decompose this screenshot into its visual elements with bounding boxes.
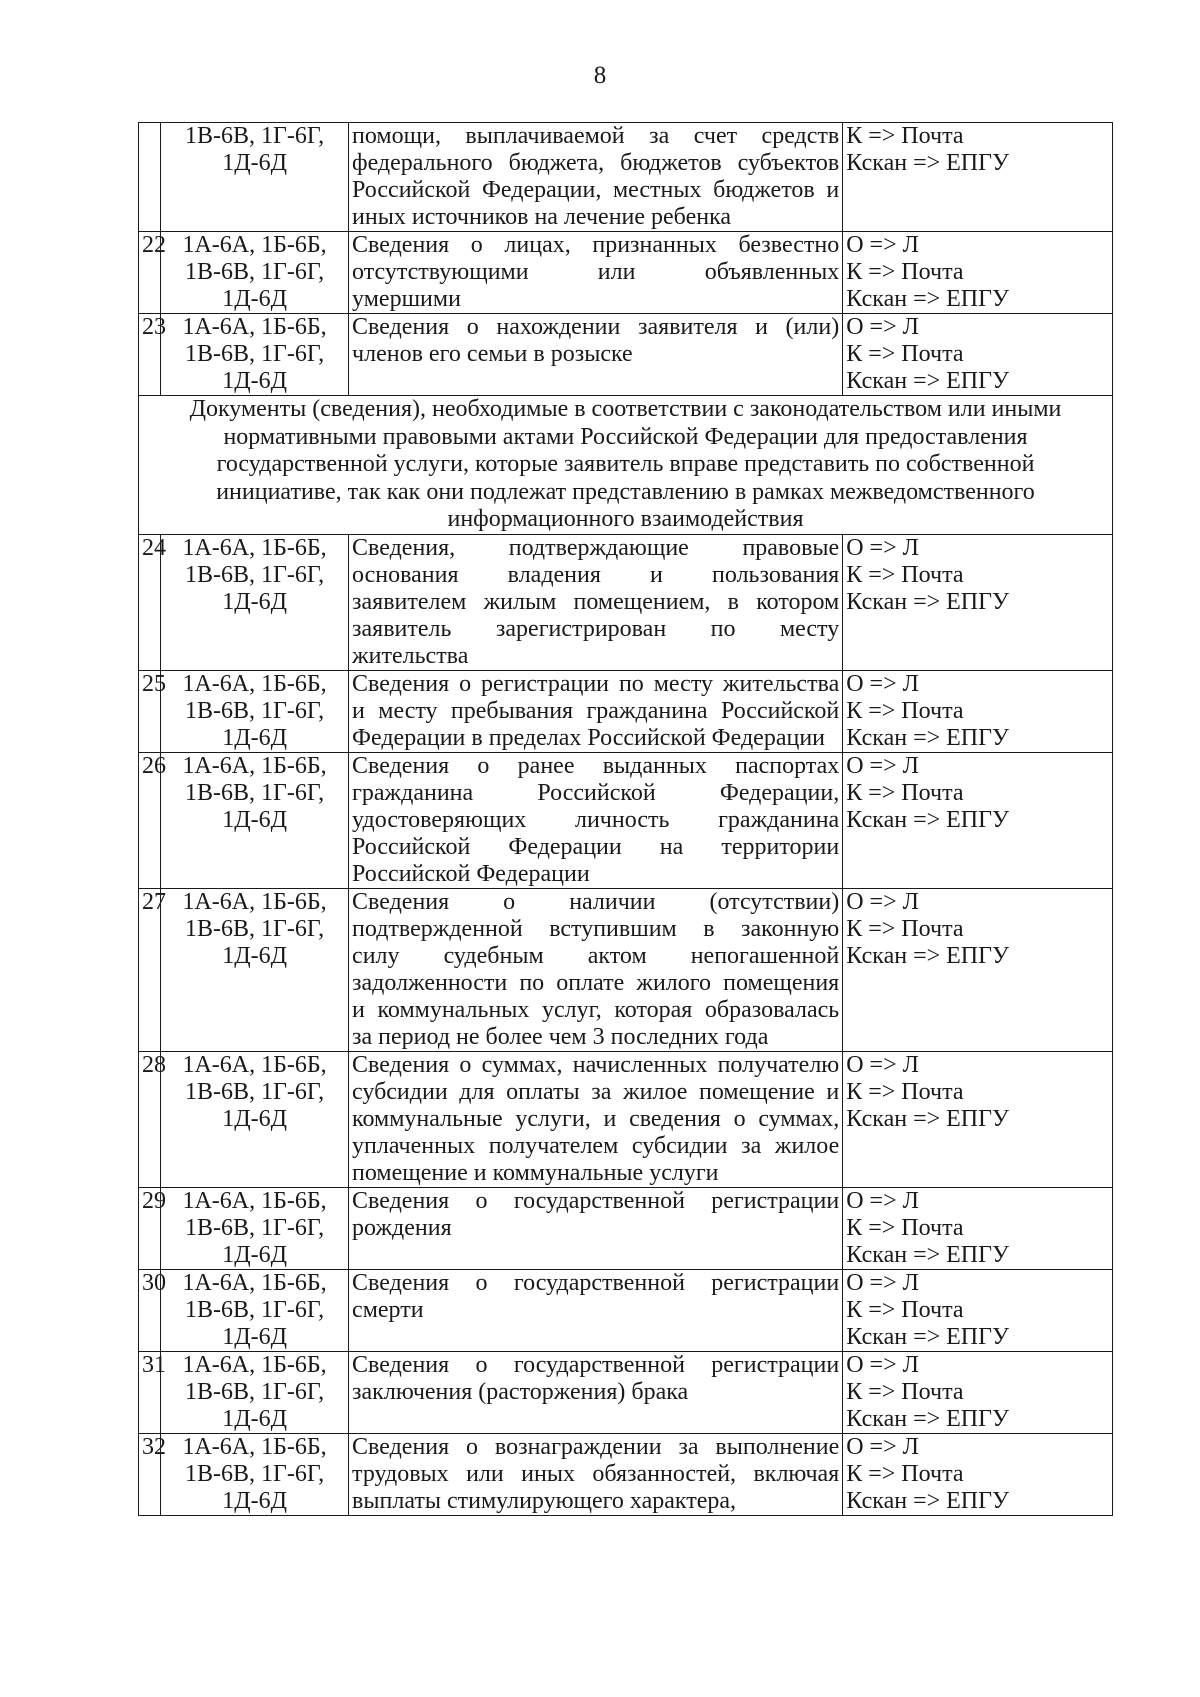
route-line: О => Л — [846, 752, 919, 779]
description-line: подтвержденной вступившим в законную — [352, 915, 840, 942]
category-line: 1Д-6Д — [222, 1487, 287, 1514]
description-line: за период не более чем 3 последних года — [352, 1023, 769, 1050]
description-line: заключения (расторжения) брака — [352, 1378, 689, 1405]
table-row — [139, 1051, 1113, 1187]
document-description — [349, 232, 843, 314]
description-line: Сведения о суммах, начисленных получателю — [352, 1051, 840, 1078]
category-line: 1Д-6Д — [222, 1105, 287, 1132]
description-line: отсутствующими или объявленных — [352, 259, 840, 285]
description-line: умершими — [352, 286, 461, 312]
route-line: Кскан => ЕПГУ — [846, 1241, 1010, 1268]
document-description — [349, 1351, 843, 1433]
submission-routes — [843, 123, 1113, 232]
category-line: 1В-6В, 1Г-6Г, — [185, 697, 325, 724]
submission-routes — [843, 1051, 1113, 1187]
section-heading-line: инициативе, так как они подлежат представлению в рамках межведомственного — [216, 478, 1035, 505]
route-line: Кскан => ЕПГУ — [846, 806, 1010, 833]
description-line: Сведения о нахождении заявителя и (или) — [352, 314, 840, 340]
description-line: Сведения о государственной регистрации — [352, 1351, 840, 1378]
category-line: 1Д-6Д — [222, 1405, 287, 1432]
category-line: 1Д-6Д — [222, 150, 287, 176]
route-line: К => Почта — [846, 561, 964, 588]
document-description — [349, 314, 843, 396]
category-line: 1А-6А, 1Б-6Б, — [182, 1433, 327, 1460]
row-number: 27 — [139, 888, 161, 1051]
section-heading-row — [139, 396, 1113, 535]
description-line: Сведения о ранее выданных паспортах — [352, 752, 840, 779]
description-line: помощи, выплачиваемой за счет средств — [352, 123, 840, 149]
description-line: заявителем жилым помещением, в котором — [352, 588, 840, 615]
category-line: 1А-6А, 1Б-6Б, — [182, 1187, 327, 1214]
route-line: Кскан => ЕПГУ — [846, 286, 1010, 312]
table-row — [139, 1433, 1113, 1515]
description-line: основания владения и пользования — [352, 561, 840, 588]
row-number: 25 — [139, 670, 161, 752]
route-line: К => Почта — [846, 1296, 964, 1323]
applicant-categories — [161, 1351, 349, 1433]
submission-routes — [843, 1433, 1113, 1515]
route-line: О => Л — [846, 1351, 919, 1378]
category-line: 1Д-6Д — [222, 724, 287, 751]
documents-table — [138, 122, 1113, 1516]
category-line: 1А-6А, 1Б-6Б, — [182, 534, 327, 561]
rows-before — [139, 123, 1113, 396]
row-number: 22 — [139, 232, 161, 314]
category-line: 1Д-6Д — [222, 1241, 287, 1268]
description-line: трудовых или иных обязанностей, включая — [352, 1460, 840, 1487]
route-line: К => Почта — [846, 1078, 964, 1105]
table-row — [139, 752, 1113, 888]
description-line: федерального бюджета, бюджетов субъектов — [352, 150, 840, 176]
route-line: О => Л — [846, 670, 919, 697]
route-line: Кскан => ЕПГУ — [846, 1105, 1010, 1132]
row-number: 32 — [139, 1433, 161, 1515]
description-line: задолженности по оплате жилого помещения — [352, 969, 840, 996]
category-line: 1В-6В, 1Г-6Г, — [185, 1460, 325, 1487]
category-line: 1В-6В, 1Г-6Г, — [185, 123, 325, 149]
section-heading-line: информационного взаимодействия — [447, 506, 804, 532]
section-heading-line: нормативными правовыми актами Российской Федерации для предоставления — [223, 423, 1028, 450]
description-line: Сведения о государственной регистрации — [352, 1269, 840, 1296]
category-line: 1А-6А, 1Б-6Б, — [182, 670, 327, 697]
submission-routes — [843, 314, 1113, 396]
category-line: 1В-6В, 1Г-6Г, — [185, 779, 325, 806]
submission-routes — [843, 1269, 1113, 1351]
description-line: Федерации в пределах Российской Федерации — [352, 724, 826, 751]
document-description — [349, 123, 843, 232]
row-number: 29 — [139, 1187, 161, 1269]
route-line: О => Л — [846, 888, 919, 915]
row-number: 30 — [139, 1269, 161, 1351]
applicant-categories — [161, 1187, 349, 1269]
document-description — [349, 534, 843, 670]
category-line: 1В-6В, 1Г-6Г, — [185, 561, 325, 588]
submission-routes — [843, 752, 1113, 888]
applicant-categories — [161, 232, 349, 314]
route-line: О => Л — [846, 1269, 919, 1296]
section-heading-line: Документы (сведения), необходимые в соответствии с законодательством или иными — [189, 396, 1062, 422]
rows-after — [139, 534, 1113, 1515]
applicant-categories — [161, 888, 349, 1051]
applicant-categories — [161, 534, 349, 670]
document-description — [349, 888, 843, 1051]
route-line: О => Л — [846, 1433, 919, 1460]
document-description — [349, 1433, 843, 1515]
row-number — [139, 123, 161, 232]
submission-routes — [843, 534, 1113, 670]
table-row — [139, 670, 1113, 752]
route-line: Кскан => ЕПГУ — [846, 1323, 1010, 1350]
document-description — [349, 1269, 843, 1351]
route-line: Кскан => ЕПГУ — [846, 368, 1010, 394]
description-line: силу судебным актом непогашенной — [352, 942, 840, 969]
submission-routes — [843, 232, 1113, 314]
route-line: К => Почта — [846, 779, 964, 806]
category-line: 1В-6В, 1Г-6Г, — [185, 1296, 325, 1323]
category-line: 1А-6А, 1Б-6Б, — [182, 888, 327, 915]
category-line: 1Д-6Д — [222, 1323, 287, 1350]
row-number: 31 — [139, 1351, 161, 1433]
description-line: и коммунальных услуг, которая образовалась — [352, 996, 840, 1023]
row-number: 23 — [139, 314, 161, 396]
category-line: 1Д-6Д — [222, 806, 287, 833]
description-line: Российской Федерации, местных бюджетов и — [352, 177, 840, 203]
category-line: 1Д-6Д — [222, 942, 287, 969]
description-line: Российской Федерации — [352, 860, 590, 887]
route-line: О => Л — [846, 314, 919, 340]
applicant-categories — [161, 123, 349, 232]
route-line: Кскан => ЕПГУ — [846, 942, 1010, 969]
route-line: О => Л — [846, 1187, 919, 1214]
category-line: 1А-6А, 1Б-6Б, — [182, 1351, 327, 1378]
route-line: К => Почта — [846, 259, 964, 285]
row-number: 28 — [139, 1051, 161, 1187]
description-line: удостоверяющих личность гражданина — [352, 806, 840, 833]
route-line: Кскан => ЕПГУ — [846, 724, 1010, 751]
document-description — [349, 1051, 843, 1187]
page-number: 8 — [593, 62, 607, 89]
category-line: 1В-6В, 1Г-6Г, — [185, 1078, 325, 1105]
route-line: К => Почта — [846, 697, 964, 724]
route-line: К => Почта — [846, 915, 964, 942]
document-description — [349, 1187, 843, 1269]
row-number: 24 — [139, 534, 161, 670]
document-description — [349, 752, 843, 888]
table-row — [139, 1351, 1113, 1433]
category-line: 1В-6В, 1Г-6Г, — [185, 259, 325, 285]
description-line: жительства — [352, 642, 469, 669]
row-number: 26 — [139, 752, 161, 888]
table-row — [139, 534, 1113, 670]
category-line: 1А-6А, 1Б-6Б, — [182, 1051, 327, 1078]
description-line: выплаты стимулирующего характера, — [352, 1487, 737, 1514]
section-heading — [139, 396, 1113, 535]
route-line: К => Почта — [846, 341, 964, 367]
table-row — [139, 1187, 1113, 1269]
category-line: 1В-6В, 1Г-6Г, — [185, 341, 325, 367]
description-line: Сведения, подтверждающие правовые — [352, 534, 840, 561]
description-line: и месту пребывания гражданина Российской — [352, 697, 840, 724]
description-line: смерти — [352, 1296, 424, 1323]
description-line: Российской Федерации на территории — [352, 833, 840, 860]
document-description — [349, 670, 843, 752]
table-row — [139, 232, 1113, 314]
description-line: коммунальные услуги, и сведения о суммах, — [352, 1105, 840, 1132]
submission-routes — [843, 1351, 1113, 1433]
applicant-categories — [161, 1433, 349, 1515]
category-line: 1А-6А, 1Б-6Б, — [182, 1269, 327, 1296]
category-line: 1В-6В, 1Г-6Г, — [185, 1214, 325, 1241]
applicant-categories — [161, 752, 349, 888]
route-line: К => Почта — [846, 1460, 964, 1487]
category-line: 1А-6А, 1Б-6Б, — [182, 232, 327, 258]
description-line: Сведения о регистрации по месту жительства — [352, 670, 840, 697]
applicant-categories — [161, 314, 349, 396]
submission-routes — [843, 670, 1113, 752]
description-line: Сведения о лицах, признанных безвестно — [352, 232, 840, 258]
route-line: Кскан => ЕПГУ — [846, 588, 1010, 615]
description-line: Сведения о вознаграждении за выполнение — [352, 1433, 840, 1460]
category-line: 1А-6А, 1Б-6Б, — [182, 314, 327, 340]
route-line: О => Л — [846, 232, 919, 258]
description-line: гражданина Российской Федерации, — [352, 779, 840, 806]
category-line: 1В-6В, 1Г-6Г, — [185, 915, 325, 942]
route-line: К => Почта — [846, 123, 964, 149]
route-line: Кскан => ЕПГУ — [846, 150, 1010, 176]
description-line: Сведения о государственной регистрации — [352, 1187, 840, 1214]
route-line: О => Л — [846, 1051, 919, 1078]
submission-routes — [843, 1187, 1113, 1269]
description-line: заявитель зарегистрирован по месту — [352, 615, 840, 642]
table-row — [139, 123, 1113, 232]
category-line: 1Д-6Д — [222, 588, 287, 615]
category-line: 1Д-6Д — [222, 286, 287, 312]
description-line: рождения — [352, 1214, 452, 1241]
route-line: К => Почта — [846, 1214, 964, 1241]
route-line: Кскан => ЕПГУ — [846, 1487, 1010, 1514]
route-line: О => Л — [846, 534, 919, 561]
table-row — [139, 888, 1113, 1051]
submission-routes — [843, 888, 1113, 1051]
section-heading-line: государственной услуги, которые заявитель вправе представить по собственной — [216, 451, 1035, 477]
table-row — [139, 314, 1113, 396]
table-row — [139, 1269, 1113, 1351]
applicant-categories — [161, 1269, 349, 1351]
description-line: помещение и коммунальные услуги — [352, 1159, 719, 1186]
route-line: К => Почта — [846, 1378, 964, 1405]
description-line: уплаченных получателем субсидии за жилое — [352, 1132, 840, 1159]
description-line: членов его семьи в розыске — [352, 341, 633, 367]
applicant-categories — [161, 1051, 349, 1187]
description-line: иных источников на лечение ребенка — [352, 204, 732, 230]
category-line: 1В-6В, 1Г-6Г, — [185, 1378, 325, 1405]
category-line: 1Д-6Д — [222, 368, 287, 394]
applicant-categories — [161, 670, 349, 752]
category-line: 1А-6А, 1Б-6Б, — [182, 752, 327, 779]
description-line: субсидии для оплаты за жилое помещение и — [352, 1078, 840, 1105]
description-line: Сведения о наличии (отсутствии) — [352, 888, 840, 915]
route-line: Кскан => ЕПГУ — [846, 1405, 1010, 1432]
